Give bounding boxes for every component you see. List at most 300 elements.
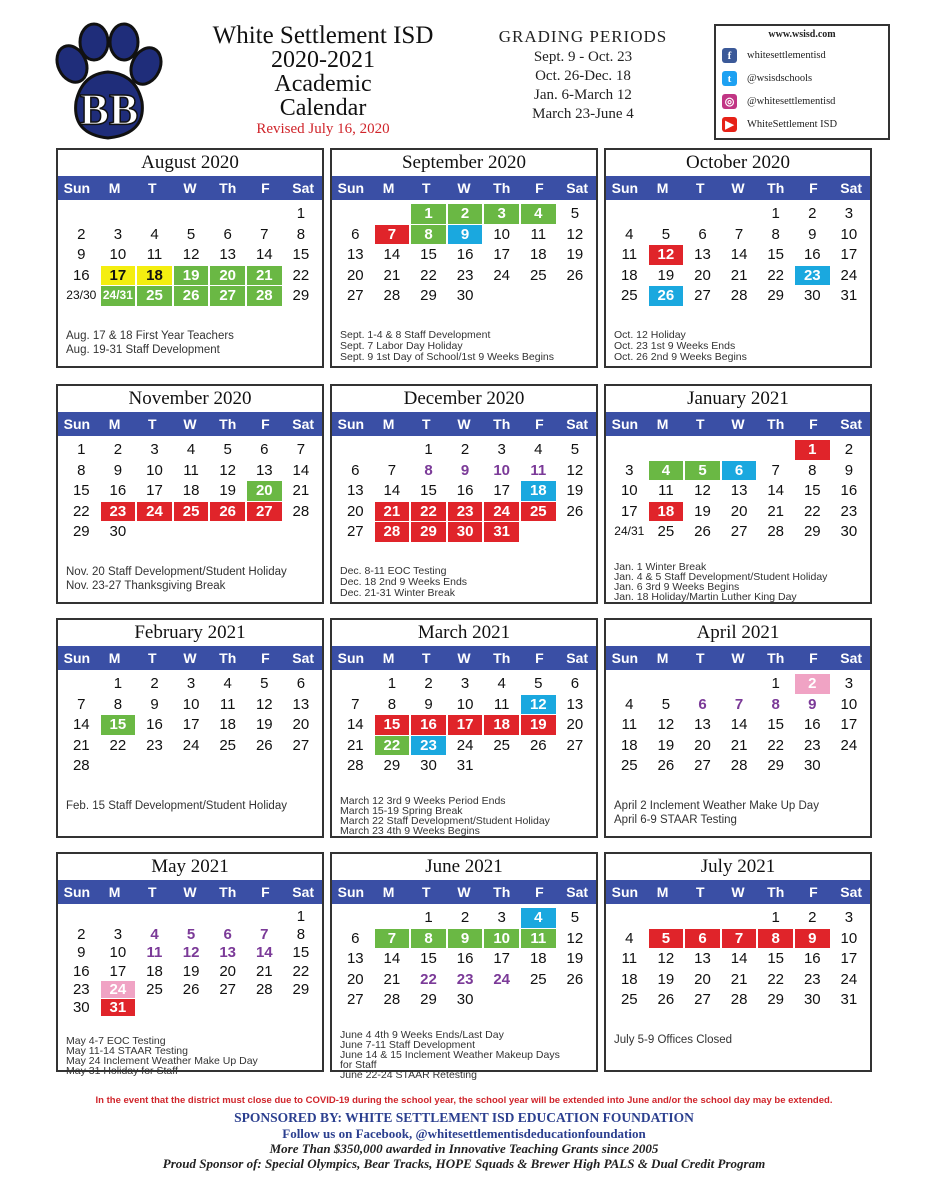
- calendar-day: 1: [424, 441, 433, 458]
- month-title: January 2021: [687, 388, 789, 409]
- calendar-day: 17: [840, 950, 858, 968]
- calendar-day: 28: [767, 523, 785, 541]
- calendar-day: 8: [77, 461, 86, 479]
- calendar-day: 17: [448, 715, 483, 735]
- calendar-day: 8: [771, 695, 780, 713]
- calendar-day: 17: [840, 716, 858, 734]
- calendar-day: 14: [255, 944, 273, 962]
- calendar-day: 15: [767, 950, 785, 968]
- calendar-day: 1: [296, 908, 306, 925]
- month-notes: [66, 566, 318, 593]
- calendar-day: 26: [566, 502, 584, 520]
- calendar-day: 23: [795, 266, 830, 286]
- calendar-day: 3: [113, 926, 123, 944]
- calendar-note: April 2 Inclement Weather Make Up Day: [614, 800, 819, 812]
- calendar-day: 26: [210, 502, 245, 522]
- calendar-day: 26: [566, 266, 584, 284]
- social-handle: whitesettlementisd: [747, 50, 826, 61]
- weekday-label: Sun: [63, 884, 91, 900]
- title-line-academic: Academic: [274, 71, 372, 97]
- month-calendar: [330, 852, 598, 1081]
- calendar-day: 21: [730, 970, 748, 988]
- calendar-day: 4: [521, 204, 556, 224]
- social-row[interactable]: [722, 44, 882, 67]
- social-row[interactable]: [722, 113, 882, 136]
- weekday-label: Th: [767, 416, 785, 432]
- calendar-day: 25: [137, 286, 172, 306]
- calendar-day: 15: [101, 715, 136, 735]
- weekday-header: [58, 880, 322, 904]
- calendar-day: 21: [255, 962, 273, 980]
- calendar-day: 19: [174, 266, 209, 286]
- calendar-day: 9: [77, 246, 86, 264]
- weekday-label: F: [535, 650, 544, 666]
- month-notes: [614, 562, 866, 602]
- calendar-day: 4: [625, 929, 634, 947]
- calendar-day: 6: [223, 926, 232, 944]
- weekday-label: Th: [767, 650, 785, 666]
- grading-periods: [478, 26, 688, 124]
- calendar-day: 7: [375, 929, 410, 949]
- calendar-day: 13: [730, 482, 748, 500]
- calendar-day: 8: [387, 695, 397, 713]
- calendar-day: 21: [730, 266, 748, 284]
- calendar-day: 2: [77, 225, 86, 243]
- calendar-day: 21: [383, 266, 401, 284]
- calendar-day: 29: [420, 991, 437, 1009]
- grading-period: March 23-June 4: [532, 106, 634, 122]
- weekday-label: Sun: [337, 650, 365, 666]
- calendar-day: 30: [109, 523, 127, 541]
- weekday-label: Sat: [292, 884, 315, 900]
- calendar-day: 9: [808, 695, 817, 713]
- day-grid: [332, 908, 596, 1034]
- calendar-day: 24: [840, 736, 858, 754]
- calendar-day: 2: [795, 674, 830, 694]
- calendar-day: 12: [649, 245, 684, 265]
- calendar-day: 18: [620, 736, 638, 754]
- calendar-day: 21: [72, 736, 90, 754]
- calendar-note: June 7-11 Staff Development: [340, 1039, 476, 1051]
- month-title: October 2020: [686, 152, 790, 173]
- calendar-day: 13: [694, 950, 711, 968]
- calendar-day: 4: [497, 675, 506, 692]
- day-grid: [606, 204, 870, 330]
- title-line-calendar: Calendar: [279, 95, 367, 121]
- calendar-day: 20: [694, 970, 711, 988]
- calendar-day: 27: [346, 523, 364, 541]
- calendar-day: 15: [375, 715, 410, 735]
- calendar-day: 28: [730, 991, 748, 1009]
- calendar-day: 17: [620, 502, 638, 520]
- calendar-day: 4: [625, 225, 634, 243]
- calendar-day: 3: [113, 225, 123, 243]
- calendar-day: 31: [840, 287, 858, 305]
- calendar-day: 12: [255, 695, 273, 713]
- calendar-day: 14: [730, 246, 748, 264]
- calendar-day: 8: [296, 225, 306, 243]
- calendar-day: 11: [521, 929, 556, 949]
- calendar-day: 7: [771, 461, 780, 479]
- calendar-day: 7: [77, 695, 86, 713]
- calendar-day: 10: [109, 246, 127, 264]
- calendar-day: 29: [420, 287, 437, 305]
- calendar-day: 23: [803, 970, 821, 988]
- calendar-day: 6: [698, 225, 707, 243]
- day-grid: [58, 204, 322, 330]
- calendar-day: 15: [803, 482, 821, 500]
- weekday-label: Sat: [566, 650, 589, 666]
- calendar-day: 16: [146, 716, 163, 734]
- calendar-day: 24: [493, 970, 511, 988]
- day-grid: [332, 204, 596, 330]
- month-title: December 2020: [403, 388, 525, 409]
- weekday-label: M: [656, 884, 669, 900]
- calendar-day: 23: [448, 502, 483, 522]
- calendar-day: 20: [346, 970, 364, 988]
- calendar-note: Jan. 4 & 5 Staff Development/Student Holiday: [614, 571, 828, 583]
- calendar-day: 8: [113, 695, 123, 713]
- calendar-day: 7: [296, 441, 306, 458]
- calendar-day: 16: [803, 716, 821, 734]
- calendar-day: 29: [767, 287, 785, 305]
- calendar-day: 1: [411, 204, 446, 224]
- calendar-day: 10: [840, 225, 858, 243]
- calendar-note: March 22 Staff Development/Student Holiday: [340, 815, 550, 827]
- calendar-day: 4: [625, 695, 634, 713]
- calendar-day: 27: [694, 287, 711, 305]
- calendar-day: 23: [101, 502, 136, 522]
- calendar-day: 19: [657, 970, 675, 988]
- month-notes: [66, 800, 318, 814]
- calendar-day: 29: [411, 522, 446, 542]
- calendar-day: 23: [411, 736, 446, 756]
- calendar-day: 18: [620, 970, 638, 988]
- calendar-day: 5: [223, 441, 232, 458]
- calendar-day: 25: [174, 502, 209, 522]
- calendar-day: 28: [292, 502, 310, 520]
- calendar-day: 15: [420, 246, 437, 264]
- weekday-label: W: [457, 416, 471, 432]
- calendar-note: Aug. 19-31 Staff Development: [66, 343, 220, 356]
- weekday-label: T: [422, 884, 431, 900]
- weekday-label: W: [183, 180, 197, 196]
- facebook-line[interactable]: Follow us on Facebook, @whitesettlementisdeducationfoundation: [282, 1126, 646, 1141]
- calendar-note: Aug. 17 & 18 First Year Teachers: [66, 330, 234, 342]
- facebook-icon: f: [722, 48, 737, 63]
- calendar-note: March 15-19 Spring Break: [340, 805, 463, 817]
- calendar-day: 16: [840, 482, 858, 500]
- calendar-day: 26: [657, 991, 675, 1009]
- month-calendar: [56, 384, 324, 604]
- calendar-day: 27: [210, 286, 245, 306]
- calendar-day: 2: [150, 675, 159, 692]
- month-calendar: [604, 148, 872, 368]
- calendar-day: 27: [346, 991, 364, 1009]
- grants-line: More Than $350,000 awarded in Innovative Teaching Grants since 2005: [269, 1141, 659, 1156]
- calendar-day: 15: [420, 950, 437, 968]
- month-calendar: [330, 384, 598, 604]
- calendar-day: 18: [137, 266, 172, 286]
- calendar-day: 1: [424, 909, 433, 926]
- weekday-label: Sun: [611, 884, 639, 900]
- calendar-note: for Staff: [340, 1059, 377, 1071]
- calendar-day: 4: [223, 675, 232, 692]
- social-row[interactable]: [722, 90, 882, 113]
- calendar-day: 22: [420, 266, 437, 284]
- calendar-day: 1: [771, 675, 780, 692]
- calendar-day: 22: [292, 266, 310, 284]
- calendar-day: 5: [649, 929, 684, 949]
- month-title: February 2021: [134, 622, 246, 643]
- calendar-day: 12: [182, 944, 200, 962]
- calendar-day: 25: [493, 736, 511, 754]
- month-notes: [66, 330, 318, 357]
- calendar-day: 23: [456, 266, 474, 284]
- calendar-day: 22: [72, 502, 90, 520]
- calendar-day: 6: [223, 225, 232, 243]
- calendar-day: 16: [72, 962, 90, 980]
- calendar-day: 2: [113, 441, 123, 458]
- weekday-label: M: [108, 650, 121, 666]
- calendar-day: 9: [844, 461, 854, 479]
- calendar-title-block: [178, 24, 468, 138]
- calendar-day: 27: [694, 991, 711, 1009]
- month-notes: [340, 330, 592, 363]
- calendar-day: 10: [182, 695, 200, 713]
- weekday-label: F: [261, 416, 270, 432]
- calendar-day: 2: [808, 205, 817, 222]
- calendar-day: 14: [72, 716, 90, 734]
- weekday-label: Sat: [566, 180, 589, 196]
- weekday-label: T: [696, 180, 705, 196]
- weekday-label: Sun: [63, 650, 91, 666]
- calendar-day: 27: [292, 736, 310, 754]
- calendar-day: 13: [566, 695, 584, 713]
- calendar-day: 18: [146, 962, 163, 980]
- calendar-day: 6: [685, 929, 720, 949]
- calendar-day: 2: [77, 926, 86, 944]
- calendar-day: 14: [767, 482, 785, 500]
- weekday-label: M: [382, 416, 395, 432]
- calendar-day: 5: [685, 461, 720, 481]
- calendar-day: 8: [424, 461, 433, 479]
- weekday-label: Sat: [840, 180, 863, 196]
- calendar-note: Sept. 9 1st Day of School/1st 9 Weeks Begins: [340, 351, 555, 363]
- calendar-day: 22: [803, 502, 821, 520]
- calendar-note: Jan. 1 Winter Break: [614, 561, 707, 573]
- calendar-day: 23/30: [66, 288, 97, 303]
- calendar-day: 21: [383, 970, 401, 988]
- month-notes: [614, 800, 866, 827]
- calendar-note: May 11-14 STAAR Testing: [66, 1045, 188, 1057]
- calendar-day: 29: [72, 523, 90, 541]
- calendar-day: 9: [150, 695, 159, 713]
- month-calendar: [604, 384, 872, 604]
- calendar-day: 10: [109, 944, 127, 962]
- calendar-day: 25: [620, 287, 638, 305]
- calendar-day: 4: [649, 461, 684, 481]
- calendar-day: 29: [803, 523, 821, 541]
- calendar-day: 8: [296, 926, 306, 944]
- weekday-label: Sun: [337, 416, 365, 432]
- calendar-day: 8: [411, 225, 446, 245]
- calendar-day: 12: [566, 461, 584, 479]
- calendar-day: 12: [694, 482, 711, 500]
- calendar-day: 13: [346, 950, 364, 968]
- calendar-day: 15: [767, 716, 785, 734]
- calendar-day: 18: [219, 716, 237, 734]
- weekday-header: [606, 176, 870, 200]
- calendar-day: 26: [255, 736, 273, 754]
- weekday-label: W: [457, 180, 471, 196]
- calendar-day: 30: [840, 523, 858, 541]
- calendar-day: 23: [803, 736, 821, 754]
- weekday-label: F: [809, 650, 818, 666]
- calendar-day: 1: [296, 205, 306, 222]
- calendar-day: 31: [484, 522, 519, 542]
- calendar-day: 9: [795, 929, 830, 949]
- calendar-day: 19: [219, 482, 237, 500]
- calendar-day: 25: [620, 991, 638, 1009]
- calendar-note: Nov. 20 Staff Development/Student Holiday: [66, 566, 287, 578]
- calendar-day: 11: [146, 944, 163, 962]
- weekday-label: Th: [493, 416, 511, 432]
- calendar-day: 21: [730, 736, 748, 754]
- calendar-day: 16: [456, 950, 474, 968]
- weekday-label: F: [535, 416, 544, 432]
- calendar-day: 2: [460, 441, 470, 458]
- calendar-day: 12: [657, 716, 675, 734]
- calendar-day: 8: [758, 929, 793, 949]
- calendar-day: 15: [72, 482, 90, 500]
- calendar-day: 13: [292, 695, 310, 713]
- calendar-day: 16: [109, 482, 127, 500]
- grading-period: Jan. 6-March 12: [534, 87, 632, 103]
- calendar-day: 18: [484, 715, 519, 735]
- calendar-day: 8: [411, 929, 446, 949]
- calendar-day: 26: [174, 286, 209, 306]
- website-link[interactable]: www.wsisd.com: [768, 29, 836, 40]
- weekday-label: Th: [493, 180, 511, 196]
- weekday-label: T: [148, 650, 157, 666]
- calendar-day: 7: [734, 225, 744, 243]
- weekday-label: Sun: [337, 884, 365, 900]
- calendar-day: 16: [803, 950, 821, 968]
- calendar-day: 2: [460, 909, 470, 926]
- calendar-day: 22: [375, 736, 410, 756]
- calendar-day: 13: [346, 246, 364, 264]
- calendar-day: 12: [182, 246, 200, 264]
- weekday-label: W: [457, 884, 471, 900]
- calendar-day: 8: [771, 225, 780, 243]
- calendar-day: 15: [292, 246, 310, 264]
- calendar-day: 11: [183, 461, 199, 479]
- social-row[interactable]: [722, 67, 882, 90]
- month-calendar: [330, 148, 598, 368]
- day-grid: [606, 674, 870, 800]
- calendar-day: 17: [182, 716, 200, 734]
- calendar-day: 26: [694, 523, 711, 541]
- calendar-day: 18: [182, 482, 200, 500]
- month-title: June 2021: [425, 856, 503, 877]
- weekday-label: T: [422, 180, 431, 196]
- calendar-day: 7: [260, 926, 269, 944]
- weekday-label: F: [809, 416, 818, 432]
- month-title: November 2020: [128, 388, 252, 409]
- weekday-label: T: [422, 416, 431, 432]
- calendar-day: 26: [657, 757, 675, 775]
- calendar-day: 2: [448, 204, 483, 224]
- calendar-day: 13: [219, 944, 237, 962]
- weekday-label: Th: [219, 650, 237, 666]
- calendar-note: May 24 Inclement Weather Make Up Day: [66, 1055, 258, 1067]
- month-title: August 2020: [141, 152, 239, 173]
- month-title: September 2020: [401, 152, 526, 173]
- calendar-day: 11: [621, 246, 638, 264]
- calendar-day: 6: [722, 461, 757, 481]
- calendar-note: May 31 Holiday for Staff: [66, 1065, 178, 1077]
- calendar-day: 6: [296, 675, 306, 692]
- weekday-label: M: [108, 180, 121, 196]
- calendar-day: 12: [566, 929, 584, 947]
- weekday-label: F: [535, 884, 544, 900]
- calendar-day: 3: [484, 204, 519, 224]
- revised-date: Revised July 16, 2020: [256, 121, 390, 137]
- calendar-day: 27: [730, 523, 748, 541]
- social-handle: @wsisdschools: [747, 73, 813, 84]
- grading-period: Oct. 26-Dec. 18: [535, 68, 631, 84]
- calendar-day: 9: [448, 929, 483, 949]
- calendar-day: 11: [530, 461, 547, 479]
- grading-heading: GRADING PERIODS: [498, 27, 668, 46]
- calendar-day: 21: [292, 482, 310, 500]
- weekday-header: [606, 880, 870, 904]
- logo-lettering: BB: [79, 85, 139, 134]
- calendar-day: 14: [346, 716, 364, 734]
- calendar-day: 29: [292, 980, 310, 998]
- weekday-label: T: [696, 416, 705, 432]
- weekday-label: Th: [493, 884, 511, 900]
- calendar-day: 24: [182, 736, 200, 754]
- calendar-day: 18: [521, 481, 556, 501]
- calendar-day: 30: [456, 991, 474, 1009]
- calendar-day: 30: [448, 522, 483, 542]
- calendar-day: 22: [411, 502, 446, 522]
- weekday-label: F: [261, 884, 270, 900]
- calendar-day: 4: [534, 441, 543, 458]
- calendar-day: 18: [529, 246, 547, 264]
- calendar-day: 10: [146, 461, 163, 479]
- calendar-day: 6: [351, 225, 360, 243]
- month-title: March 2021: [417, 622, 511, 643]
- calendar-day: 9: [113, 461, 123, 479]
- weekday-label: Th: [219, 180, 237, 196]
- calendar-day: 17: [493, 482, 511, 500]
- weekday-header: [606, 412, 870, 436]
- calendar-day: 20: [566, 716, 584, 734]
- calendar-day: 23: [840, 502, 858, 520]
- calendar-day: 5: [534, 675, 543, 692]
- grading-period: Sept. 9 - Oct. 23: [533, 49, 633, 65]
- calendar-day: 3: [625, 461, 634, 479]
- weekday-label: M: [382, 180, 395, 196]
- calendar-day: 28: [383, 991, 401, 1009]
- calendar-day: 20: [346, 266, 364, 284]
- weekday-label: Sat: [292, 416, 315, 432]
- calendar-day: 9: [77, 944, 86, 962]
- calendar-day: 25: [219, 736, 237, 754]
